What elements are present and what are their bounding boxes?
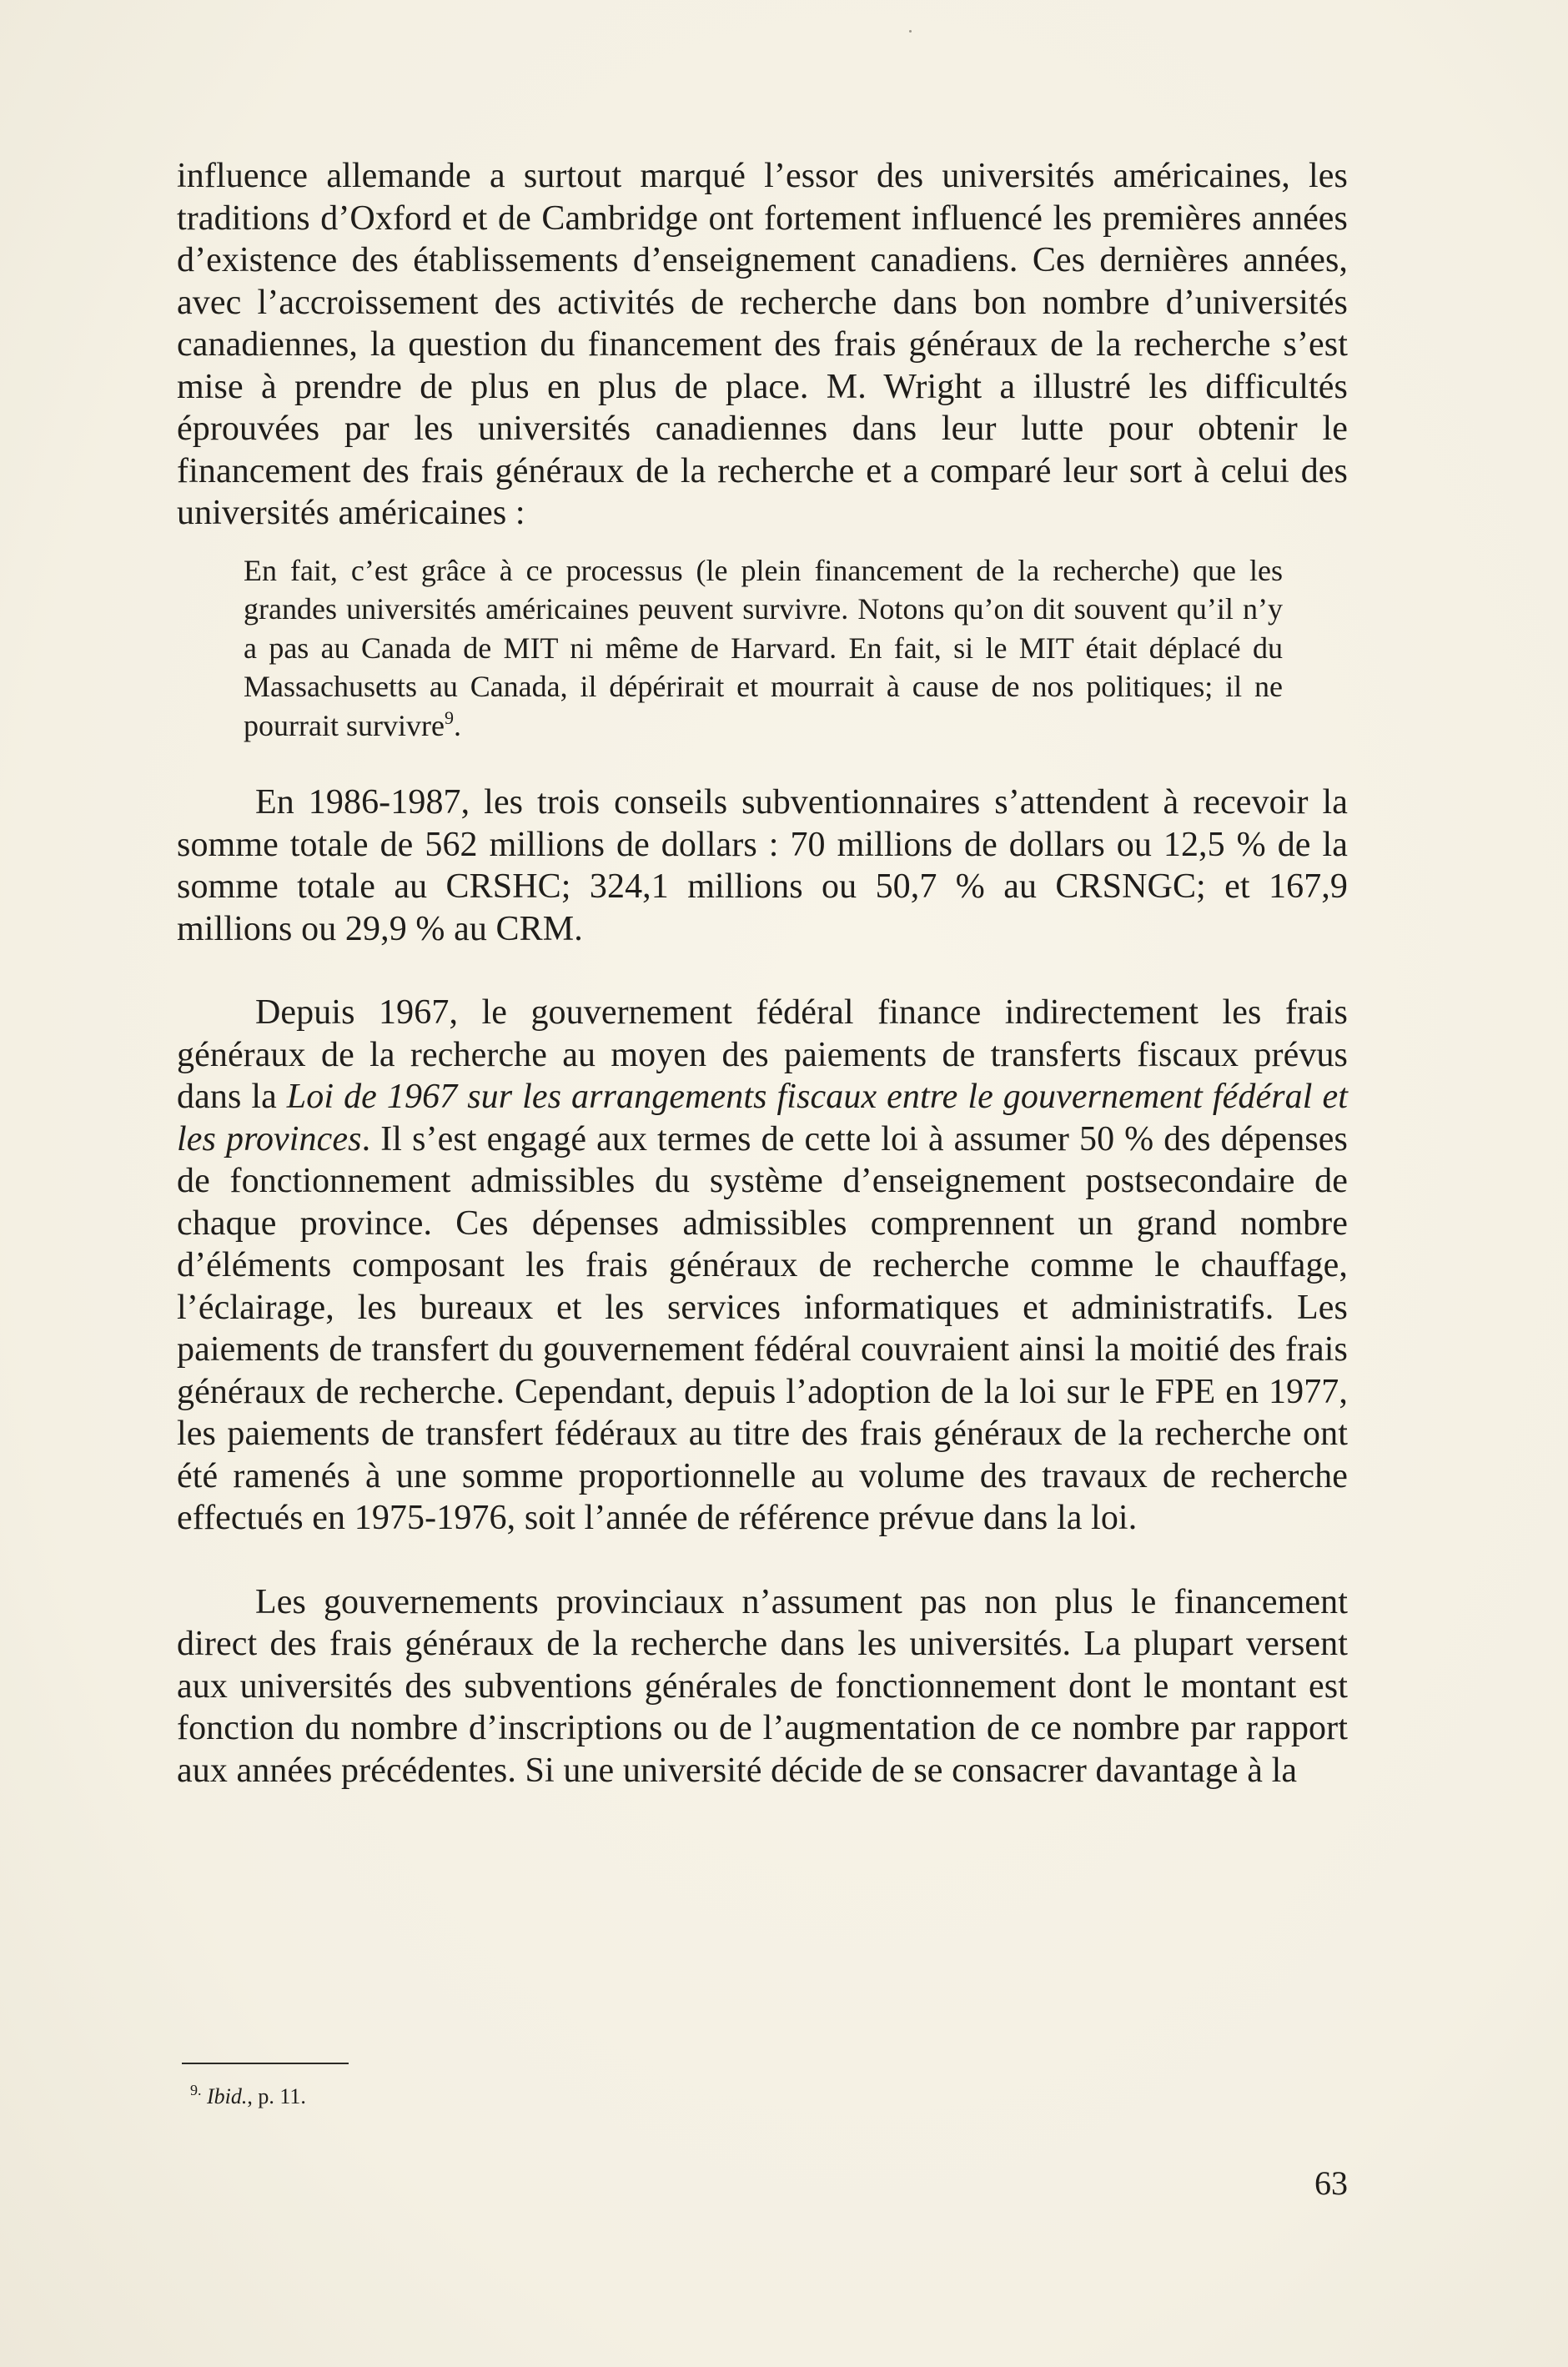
footnote (190, 2083, 306, 2110)
page-speck (909, 30, 912, 33)
paragraph-3-text-a: Depuis 1967, le gouvernement fédéral finance indirectement les frais généraux de la recherche au moyen des paiements de transferts fiscaux prévus dans la (177, 993, 1348, 1116)
footnote-page: , p. 11. (247, 2084, 306, 2108)
page-number: 63 (1314, 2164, 1348, 2202)
paragraph-3-text-b: . Il s’est engagé aux termes de cette loi à assumer 50 % des dépenses de fonctionnement admissibles du système d’enseignement postsecondaire de chaque province. Ces dépenses admissibles comprennent un grand nombre d’éléments composant les frais généraux de recherche comme le chauffage, l’éclairage, les bureaux et les services informatiques et administratifs. Les paiements de transfert du gouvernement fédéral couvraient ainsi la moitié des frais généraux de recherche. Cependant, depuis l’adoption de la loi sur le FPE en 1977, les paiements de transfert fédéraux au titre des frais généraux de la recherche ont été ramenés à une somme proportionnelle au volume des travaux de recherche effectués en 1975-1976, soit l’année de référence prévue dans la loi. (177, 1119, 1348, 1537)
footnote-number: 9. (190, 2082, 202, 2098)
footnote-source: Ibid. (207, 2084, 248, 2108)
paragraph-2: En 1986-1987, les trois conseils subventionnaires s’attendent à recevoir la somme totale de 562 millions de dollars : 70 millions de dollars ou 12,5 % de la somme totale au CRSHC; 324,1 millions ou 50,7 % au CRSNGC; et 167,9 millions ou 29,9 % au CRM. (177, 783, 1348, 948)
body-text (177, 155, 1348, 1792)
footnote-separator (182, 2063, 349, 2064)
law-title: Loi de 1967 sur les arrangements fiscaux entre le gouvernement fédéral et les provinces (177, 1078, 1348, 1158)
quote-end: . (453, 708, 461, 742)
paragraph-4: Les gouvernements provinciaux n’assument pas non plus le financement direct des frais généraux de la recherche dans les universités. La plupart versent aux universités des subventions générales de fonctionnement dont le montant est fonction du nombre d’inscriptions ou de l’augmentation de ce nombre par rapport aux années précédentes. Si une université décide de se consacrer davantage à la (177, 1582, 1348, 1790)
footnote-reference: 9 (444, 706, 454, 728)
paragraph-3 (177, 992, 1348, 1540)
paragraph-1: influence allemande a surtout marqué l’essor des universités américaines, les traditions d’Oxford et de Cambridge ont fortement influencé les premières années d’existence des établissements d’enseignement canadiens. Ces dernières années, avec l’accroissement des activités de recherche dans bon nombre d’universités canadiennes, la question du financement des frais généraux de la recherche s’est mise à prendre de plus en plus de place. M. Wright a illustré les difficultés éprouvées par les universités canadiennes dans leur lutte pour obtenir le financement des frais généraux de la recherche et a comparé leur sort à celui des universités américaines : (177, 157, 1348, 532)
block-quote (244, 551, 1283, 746)
quote-text: En fait, c’est grâce à ce processus (le plein financement de la recherche) que les grandes universités américaines peuvent survivre. Notons qu’on dit souvent qu’il n’y a pas au Canada de MIT ni même de Harvard. En fait, si le MIT était déplacé du Massachusetts au Canada, il dépérirait et mourrait à cause de nos politiques; il ne pourrait survivre (244, 553, 1283, 742)
